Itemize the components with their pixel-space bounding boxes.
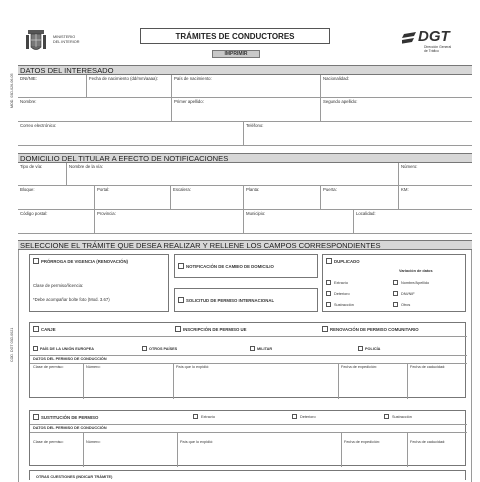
canje-checkbox[interactable] [33,326,39,332]
sustitucion-datos-permiso-title: DATOS DEL PERMISO DE CONDUCCIÓN [33,426,107,430]
duplicado-deterioro-label: Deterioro [334,292,350,296]
internacional-checkbox[interactable] [178,297,184,303]
birth-date-field[interactable] [87,81,171,97]
prorroga-label: PRÓRROGA DE VIGENCIA (RENOVACIÓN) [41,259,128,264]
escalera-field[interactable] [171,192,243,209]
sust-numero-label: Número: [86,440,101,444]
canje-numero-field[interactable] [84,371,173,399]
ministry-line-1: MINISTERIO [53,35,76,39]
duplicado-box [322,254,466,312]
surname2-field[interactable] [321,104,471,121]
print-button[interactable] [212,50,260,58]
inscripcion-ue-checkbox[interactable] [175,326,181,332]
variacion-nombre-label: Nombre/Apellido [401,281,430,285]
puerta-field[interactable] [321,192,398,209]
sust-pais-field[interactable] [178,446,341,467]
localidad-field[interactable] [354,216,471,233]
dgt-logo-sub-2: de Tráfico [424,49,439,53]
dgt-logo-sub-1: Dirección General [424,45,452,49]
portal-field[interactable] [95,192,170,209]
sustitucion-deterioro-checkbox[interactable] [292,414,297,419]
planta-field[interactable] [244,192,320,209]
internacional-label: SOLICITUD DE PERMISO INTERNACIONAL [186,298,275,303]
section-domicilio-title: DOMICILIO DEL TITULAR A EFECTO DE NOTIFICACIONES [18,153,472,163]
cp-label: Código postal: [20,211,48,216]
localidad-label: Localidad: [356,211,376,216]
sustitucion-extravio-label: Extravío [201,415,215,419]
municipio-label: Municipio: [246,211,266,216]
ministry-line-2: DEL INTERIOR [53,39,80,44]
variacion-otros-checkbox[interactable] [393,302,398,307]
cp-field[interactable] [18,216,94,233]
otras-label: OTRAS CUESTIONES (INDICAR TRÁMITE) [36,475,113,479]
canje-militar-label: MILITAR [257,346,273,351]
sustitucion-sustraccion-label: Sustracción [392,415,412,419]
dgt-logo-text: DGT [418,28,450,45]
dgt-arrows-icon [402,30,418,46]
duplicado-deterioro-checkbox[interactable] [326,291,331,296]
prorroga-checkbox[interactable] [33,258,39,264]
km-label: KM: [401,187,409,192]
phone-field[interactable] [244,128,471,145]
prorroga-note: *Debe acompañar bolte foto (Mod. 3.67) [33,297,110,302]
canje-box [29,322,466,398]
dni-field[interactable] [18,81,86,97]
provincia-label: Provincia: [97,211,116,216]
surname2-field-label: Segundo apellido: [323,99,358,104]
dgt-logo [402,28,464,56]
duplicado-sustraccion-label: Sustracción [334,303,354,307]
inscripcion-ue-label: INSCRIPCIÓN DE PERMISO UE [183,327,247,332]
spain-coat-of-arms-icon [25,29,47,53]
sustitucion-label: SUSTITUCIÓN DE PERMISO [41,415,99,420]
interesado-table [18,75,472,146]
page-title: TRÁMITES DE CONDUCTORES [175,31,295,41]
sust-fecha-exp-field[interactable] [342,446,407,467]
sustitucion-sustraccion-checkbox[interactable] [384,414,389,419]
variacion-dni-checkbox[interactable] [393,291,398,296]
renovacion-comunitario-label: RENOVACIÓN DE PERMISO COMUNITARIO [330,327,419,332]
domicilio-table [18,163,472,234]
tipo-via-label: Tipo de vía: [20,164,43,169]
prorroga-clase-label: Clase de permiso/licencia: [33,283,84,288]
numero-field[interactable] [399,169,471,185]
email-field-label: Correo electrónico: [20,123,57,128]
canje-pais-label: País que lo expidió: [176,365,210,369]
bloque-field[interactable] [18,192,94,209]
sust-clase-label: Clase de permiso: [33,440,64,444]
duplicado-label: DUPLICADO [334,259,360,264]
canje-fecha-cad-field[interactable] [408,371,466,399]
prorroga-box [29,254,169,312]
sustitucion-checkbox[interactable] [33,414,39,420]
sust-fecha-cad-field[interactable] [408,446,466,467]
planta-label: Planta: [246,187,260,192]
renovacion-comunitario-checkbox[interactable] [322,326,328,332]
cambio-domicilio-label: NOTIFICACIÓN DE CAMBIO DE DOMICILIO [186,264,274,269]
variacion-nombre-checkbox[interactable] [393,280,398,285]
canje-ue-label: PAÍS DE LA UNIÓN EUROPEA [40,346,95,351]
puerta-label: Puerta: [323,187,337,192]
sustitucion-extravio-checkbox[interactable] [193,414,198,419]
variacion-otros-label: Otros [401,303,411,307]
dni-field-label: DNI/NIE: [20,76,37,81]
duplicado-extravio-checkbox[interactable] [326,280,331,285]
canje-fecha-cad-label: Fecha de caducidad: [410,365,446,369]
canje-clase-label: Clase de permiso: [33,365,64,369]
escalera-label: Escalera: [173,187,191,192]
cambio-domicilio-checkbox[interactable] [178,263,184,269]
duplicado-checkbox[interactable] [326,258,332,264]
duplicado-extravio-label: Extravío [334,281,348,285]
page-title-box [140,28,330,44]
canje-label: CANJE [41,327,56,332]
dgt-logo-sub [424,45,451,53]
bloque-label: Bloque: [20,187,35,192]
phone-field-label: Teléfono: [246,123,264,128]
side-code-cod: COD. DGT 03D-0021 [10,327,14,362]
ministry-label [53,35,79,44]
municipio-field[interactable] [244,216,353,233]
surname1-field[interactable] [172,104,320,121]
canje-numero-label: Número: [86,365,101,369]
portal-label: Portal: [97,187,110,192]
canje-otros-checkbox[interactable] [142,346,147,351]
internacional-box [174,288,318,312]
birth-country-field[interactable] [172,81,320,97]
section-tramite-title: SELECCIONE EL TRÁMITE QUE DESEA REALIZAR Y RELLENE LOS CAMPOS CORRESPONDIENTES [18,240,472,250]
km-field[interactable] [399,192,471,209]
sustitucion-deterioro-label: Deterioro [300,415,316,419]
variacion-title: Variación de datos [399,269,433,273]
otras-box [29,470,466,480]
email-field[interactable] [18,128,243,145]
birth-country-field-label: País de nacimiento: [174,76,212,81]
surname1-field-label: Primer apellido: [174,99,204,104]
variacion-dni-label: DNI/NIF [401,292,415,296]
nationality-field[interactable] [321,81,471,97]
canje-datos-permiso-title: DATOS DEL PERMISO DE CONDUCCIÓN [33,357,107,361]
side-code-mod: MOD. 03D-026-06-05 [10,73,14,108]
canje-policia-label: POLICÍA [365,346,381,351]
birth-date-field-label: Fecha de nacimiento (dd/mm/aaaa): [89,76,159,81]
section-interesado-title: DATOS DEL INTERESADO [18,65,472,75]
cambio-domicilio-box [174,254,318,278]
nombre-via-field[interactable] [67,169,398,185]
canje-fecha-exp-field[interactable] [339,371,407,399]
nationality-field-label: Nacionalidad: [323,76,350,81]
sust-clase-field[interactable] [30,446,83,467]
numero-label: Número: [401,164,418,169]
tipo-via-field[interactable] [18,169,66,185]
sust-fecha-cad-label: Fecha de caducidad: [410,440,446,444]
sustitucion-box [29,410,466,466]
sust-numero-field[interactable] [84,446,177,467]
nombre-via-label: Nombre de la vía: [69,164,103,169]
canje-ue-checkbox[interactable] [33,346,38,351]
name-field-label: Nombre: [20,99,37,104]
canje-policia-checkbox[interactable] [358,346,363,351]
sust-fecha-exp-label: Fecha de expedición: [344,440,381,444]
canje-otros-label: OTROS PAÍSES [149,346,178,351]
canje-clase-field[interactable] [30,371,83,399]
sust-pais-label: País que lo expidió: [180,440,214,444]
canje-fecha-exp-label: Fecha de expedición: [341,365,378,369]
print-button-label: IMPRIMIR [224,51,248,57]
provincia-field[interactable] [95,216,243,233]
duplicado-sustraccion-checkbox[interactable] [326,302,331,307]
canje-militar-checkbox[interactable] [250,346,255,351]
canje-pais-field[interactable] [174,371,338,399]
name-field[interactable] [18,104,171,121]
